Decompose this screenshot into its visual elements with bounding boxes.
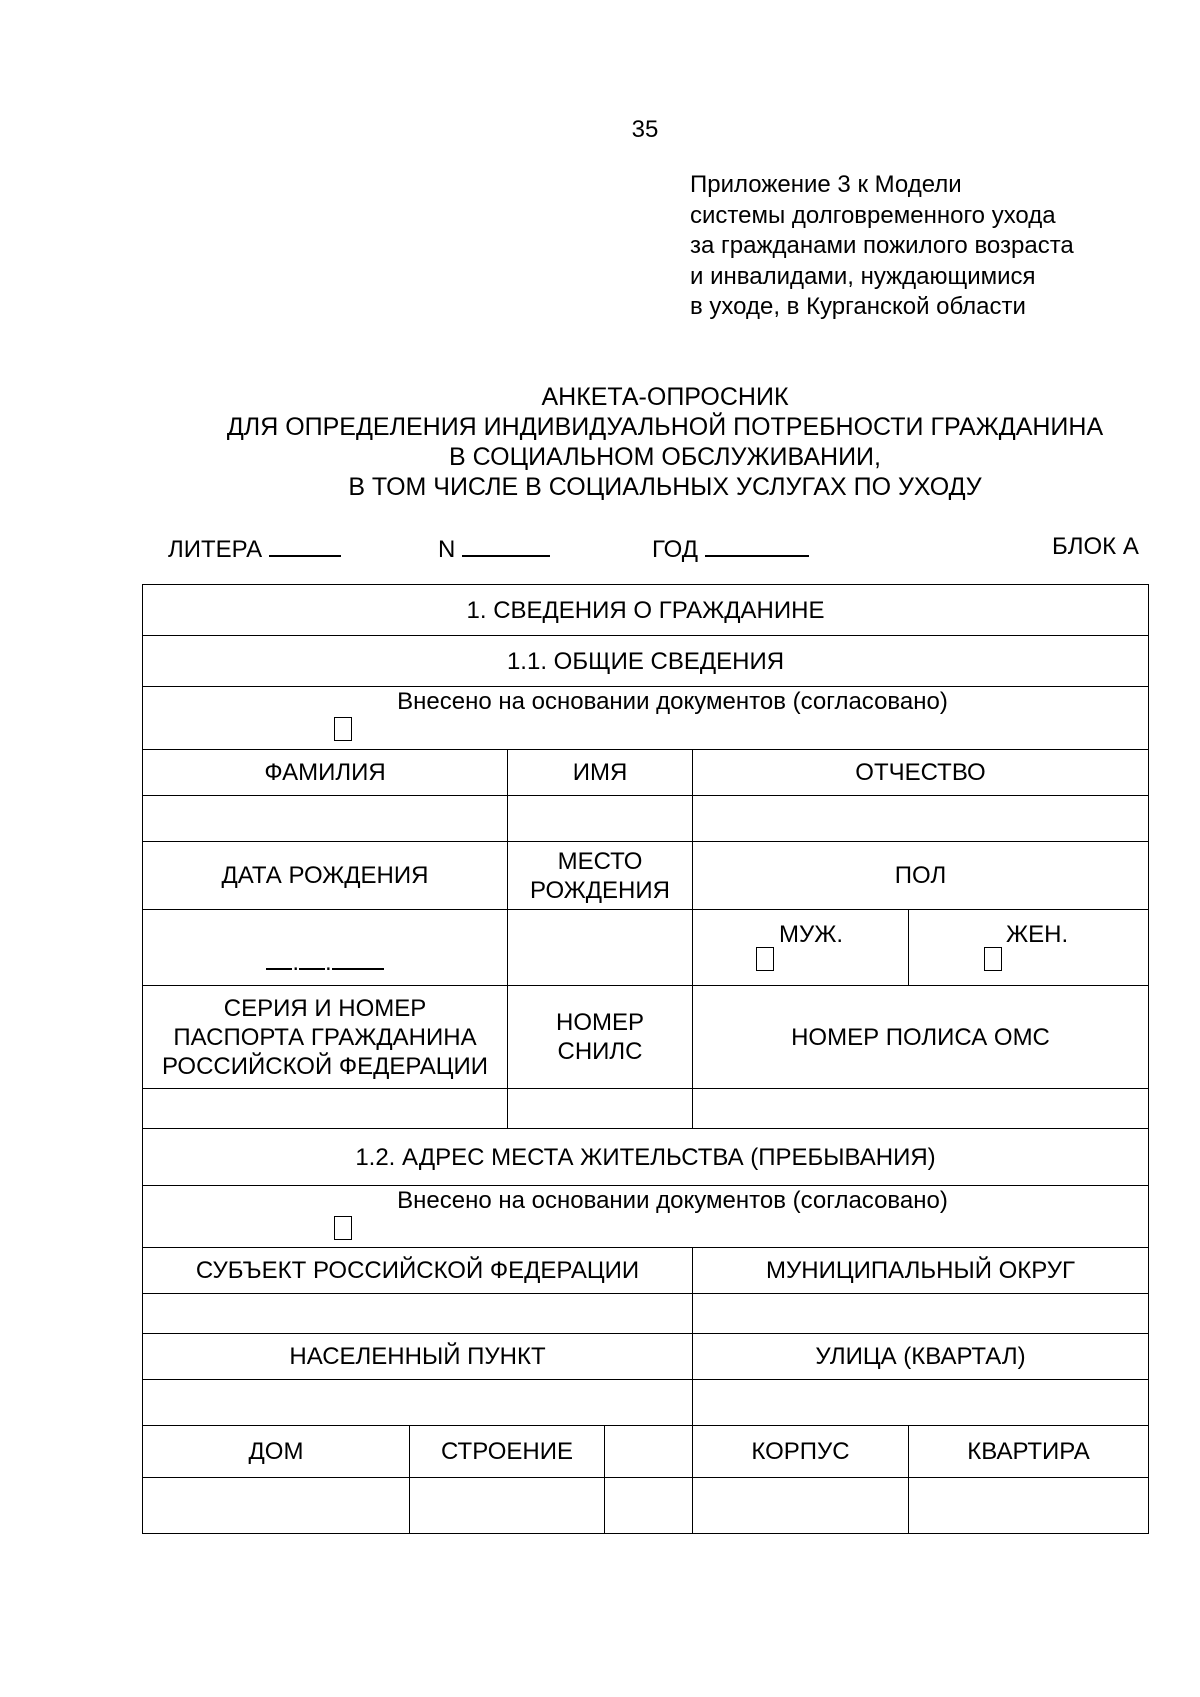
- number-label: N: [438, 536, 456, 563]
- table-row: [143, 796, 1149, 842]
- litera-label: ЛИТЕРА: [168, 536, 263, 563]
- subject-input[interactable]: [143, 1294, 693, 1334]
- oms-label: НОМЕР ПОЛИСА ОМС: [693, 986, 1149, 1089]
- appendix-line: за гражданами пожилого возраста: [690, 232, 1074, 259]
- municipal-input[interactable]: [693, 1294, 1149, 1334]
- litera-blank[interactable]: [269, 533, 341, 557]
- corpus-label-left: [605, 1426, 692, 1477]
- corpus-input-left[interactable]: [605, 1478, 692, 1533]
- gender-male-cell[interactable]: [693, 910, 909, 986]
- address-documents-checkbox[interactable]: [334, 1216, 352, 1240]
- house-input[interactable]: [143, 1478, 410, 1534]
- title-line: В ТОМ ЧИСЛЕ В СОЦИАЛЬНЫХ УСЛУГАХ ПО УХОДУ: [348, 473, 982, 501]
- address-documents-note-cell: [143, 1186, 1149, 1248]
- citizen-form-table: [142, 584, 1149, 1534]
- apartment-input[interactable]: [909, 1478, 1149, 1534]
- table-row: [143, 1478, 1149, 1534]
- snils-line: СНИЛС: [557, 1038, 643, 1065]
- document-title: [160, 382, 1170, 502]
- title-line: В СОЦИАЛЬНОМ ОБСЛУЖИВАНИИ,: [449, 443, 881, 471]
- table-row: [143, 842, 1149, 910]
- patronymic-input[interactable]: [693, 796, 1149, 842]
- building-input[interactable]: [410, 1478, 605, 1533]
- block-label: БЛОК А: [1052, 533, 1139, 560]
- section11-title: 1.1. ОБЩИЕ СВЕДЕНИЯ: [143, 636, 1149, 687]
- corpus-input[interactable]: [693, 1478, 909, 1534]
- female-checkbox[interactable]: [984, 947, 1002, 971]
- birth-date-label: ДАТА РОЖДЕНИЯ: [143, 842, 508, 910]
- address-documents-note: Внесено на основании документов (согласовано): [397, 1187, 948, 1214]
- date-mask: . .: [143, 948, 507, 977]
- title-line: АНКЕТА-ОПРОСНИК: [541, 383, 789, 411]
- table-row: [143, 687, 1149, 750]
- female-label: ЖЕН.: [1006, 921, 1069, 948]
- street-label: УЛИЦА (КВАРТАЛ): [693, 1334, 1149, 1380]
- settlement-input[interactable]: [143, 1380, 693, 1426]
- surname-input[interactable]: [143, 796, 508, 842]
- street-input[interactable]: [693, 1380, 1149, 1426]
- male-checkbox[interactable]: [756, 947, 774, 971]
- apartment-label: КВАРТИРА: [909, 1426, 1149, 1478]
- appendix-line: Приложение 3 к Модели: [690, 171, 962, 198]
- appendix-note: [690, 170, 1074, 323]
- passport-line: СЕРИЯ И НОМЕР: [223, 994, 427, 1022]
- birth-place-line: МЕСТО: [557, 847, 643, 875]
- table-row: [143, 585, 1149, 636]
- corpus-label: КОРПУС: [693, 1426, 909, 1478]
- page-number: 35: [631, 116, 659, 143]
- table-row: [143, 1334, 1149, 1380]
- documents-note: Внесено на основании документов (согласовано): [397, 688, 948, 715]
- name-input[interactable]: [508, 796, 693, 842]
- table-row: [143, 750, 1149, 796]
- table-row: [143, 986, 1149, 1089]
- building-input-cell: [410, 1478, 693, 1534]
- table-row: [143, 1186, 1149, 1248]
- appendix-line: и инвалидами, нуждающимися: [690, 262, 1036, 290]
- table-row: [143, 1089, 1149, 1129]
- surname-label: ФАМИЛИЯ: [143, 750, 508, 796]
- building-label: СТРОЕНИЕ: [410, 1426, 605, 1477]
- municipal-label: МУНИЦИПАЛЬНЫЙ ОКРУГ: [693, 1248, 1149, 1294]
- subject-label: СУБЪЕКТ РОССИЙСКОЙ ФЕДЕРАЦИИ: [143, 1248, 693, 1294]
- table-row: [143, 1129, 1149, 1186]
- gender-female-cell[interactable]: [909, 910, 1149, 986]
- title-line: ДЛЯ ОПРЕДЕЛЕНИЯ ИНДИВИДУАЛЬНОЙ ПОТРЕБНОСТИ ГРАЖДАНИНА: [226, 413, 1104, 441]
- house-label: ДОМ: [143, 1426, 410, 1478]
- birth-place-line: РОЖДЕНИЯ: [530, 876, 670, 904]
- section12-title: 1.2. АДРЕС МЕСТА ЖИТЕЛЬСТВА (ПРЕБЫВАНИЯ): [143, 1129, 1149, 1186]
- passport-input[interactable]: [143, 1089, 508, 1129]
- year-blank[interactable]: [705, 533, 809, 557]
- birth-place-label: [508, 842, 693, 910]
- litera-field: [168, 533, 341, 564]
- number-blank[interactable]: [462, 533, 550, 557]
- appendix-line: системы долговременного ухода: [690, 201, 1056, 229]
- table-row: [143, 1426, 1149, 1478]
- patronymic-label: ОТЧЕСТВО: [693, 750, 1149, 796]
- documents-note-cell: [143, 687, 1149, 750]
- documents-checkbox[interactable]: [334, 717, 352, 741]
- snils-line: НОМЕР: [555, 1009, 644, 1036]
- table-row: [143, 1380, 1149, 1426]
- building-corpus-label-cell: [410, 1426, 693, 1478]
- table-row: [143, 910, 1149, 986]
- birth-place-input[interactable]: [508, 910, 693, 986]
- table-row: [143, 636, 1149, 687]
- year-field: [652, 533, 809, 564]
- snils-input[interactable]: [508, 1089, 693, 1129]
- settlement-label: НАСЕЛЕННЫЙ ПУНКТ: [143, 1334, 693, 1380]
- passport-line: ПАСПОРТА ГРАЖДАНИНА: [173, 1023, 477, 1051]
- year-label: ГОД: [652, 536, 699, 563]
- gender-label: ПОЛ: [693, 842, 1149, 910]
- name-label: ИМЯ: [508, 750, 693, 796]
- number-field: [438, 533, 550, 564]
- appendix-line: в уходе, в Курганской области: [690, 293, 1026, 320]
- table-row: [143, 1248, 1149, 1294]
- passport-label: [143, 986, 508, 1089]
- birth-date-input[interactable]: [143, 910, 508, 986]
- oms-input[interactable]: [693, 1089, 1149, 1129]
- table-row: [143, 1294, 1149, 1334]
- section1-title: 1. СВЕДЕНИЯ О ГРАЖДАНИНЕ: [143, 585, 1149, 636]
- passport-line: РОССИЙСКОЙ ФЕДЕРАЦИИ: [161, 1052, 489, 1080]
- male-label: МУЖ.: [779, 921, 844, 948]
- snils-label: [508, 986, 693, 1089]
